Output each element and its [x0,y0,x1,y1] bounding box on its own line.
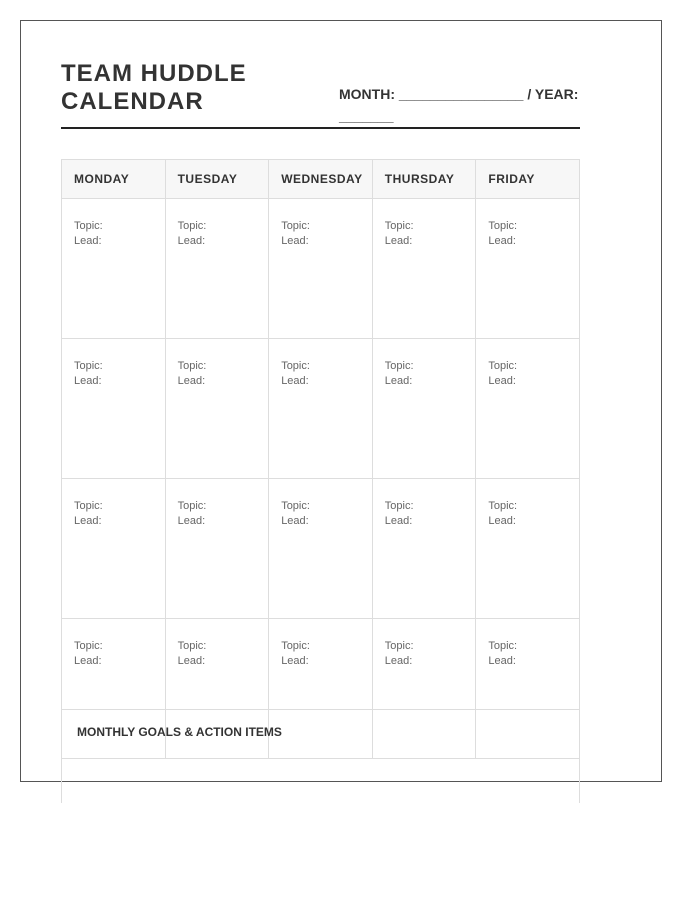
topic-label: Topic: [281,220,310,232]
day-cell[interactable] [269,339,373,479]
lead-label: Lead: [384,375,413,387]
title-line-2: CALENDAR [61,88,204,115]
day-cell[interactable] [372,199,476,339]
day-cell[interactable] [372,479,476,619]
topic-label: Topic: [281,640,310,652]
topic-label: Topic: [384,360,414,372]
lead-label: Lead: [177,375,206,387]
lead-label: Lead: [488,655,516,667]
day-cell[interactable] [165,479,269,619]
day-cell[interactable] [476,339,580,479]
page-title [61,60,301,116]
day-cell[interactable] [165,339,269,479]
lead-label: Lead: [488,515,516,527]
topic-label: Topic: [488,360,518,372]
lead-label: Lead: [488,375,516,387]
topic-label: Topic: [281,500,310,512]
topic-label: Topic: [177,500,207,512]
lead-label: Lead: [74,515,102,527]
lead-label: Lead: [74,655,102,667]
lead-label: Lead: [177,235,206,247]
lead-label: Lead: [384,515,413,527]
day-header-thursday: THURSDAY [372,160,476,199]
day-cell[interactable] [62,479,166,619]
day-cell[interactable] [476,479,580,619]
topic-label: Topic: [177,640,207,652]
lead-label: Lead: [384,235,413,247]
topic-label: Topic: [488,220,518,232]
week-row [62,199,580,339]
monthly-goals-title: MONTHLY GOALS & ACTION ITEMS [77,725,282,739]
week-row [62,479,580,619]
topic-label: Topic: [281,360,310,372]
title-line-1: TEAM HUDDLE [61,60,247,87]
lead-label: Lead: [488,235,516,247]
lead-label: Lead: [177,655,206,667]
day-header-monday: MONDAY [62,160,166,199]
topic-label: Topic: [74,500,103,512]
month-year-field: MONTH: ________________ / YEAR: _______ [339,86,579,124]
topic-label: Topic: [384,500,414,512]
lead-label: Lead: [177,515,206,527]
topic-label: Topic: [384,220,414,232]
page-header [61,60,580,129]
topic-label: Topic: [384,640,414,652]
lead-label: Lead: [281,235,309,247]
day-cell[interactable] [476,199,580,339]
day-header-friday: FRIDAY [476,160,580,199]
day-cell[interactable] [62,339,166,479]
monthly-goals-section[interactable] [61,709,580,781]
lead-label: Lead: [74,375,102,387]
topic-label: Topic: [488,640,518,652]
day-header-wednesday: WEDNESDAY [269,160,373,199]
day-cell[interactable] [372,339,476,479]
lead-label: Lead: [281,515,309,527]
topic-label: Topic: [177,360,207,372]
day-cell[interactable] [62,199,166,339]
topic-label: Topic: [177,220,207,232]
topic-label: Topic: [488,500,518,512]
topic-label: Topic: [74,360,103,372]
day-header-row [62,160,580,199]
topic-label: Topic: [74,640,103,652]
lead-label: Lead: [281,375,309,387]
lead-label: Lead: [384,655,413,667]
day-cell[interactable] [269,199,373,339]
topic-label: Topic: [74,220,103,232]
lead-label: Lead: [281,655,309,667]
week-row [62,339,580,479]
day-header-tuesday: TUESDAY [165,160,269,199]
calendar-grid [61,159,580,759]
day-cell[interactable] [269,479,373,619]
day-cell[interactable] [165,199,269,339]
lead-label: Lead: [74,235,102,247]
